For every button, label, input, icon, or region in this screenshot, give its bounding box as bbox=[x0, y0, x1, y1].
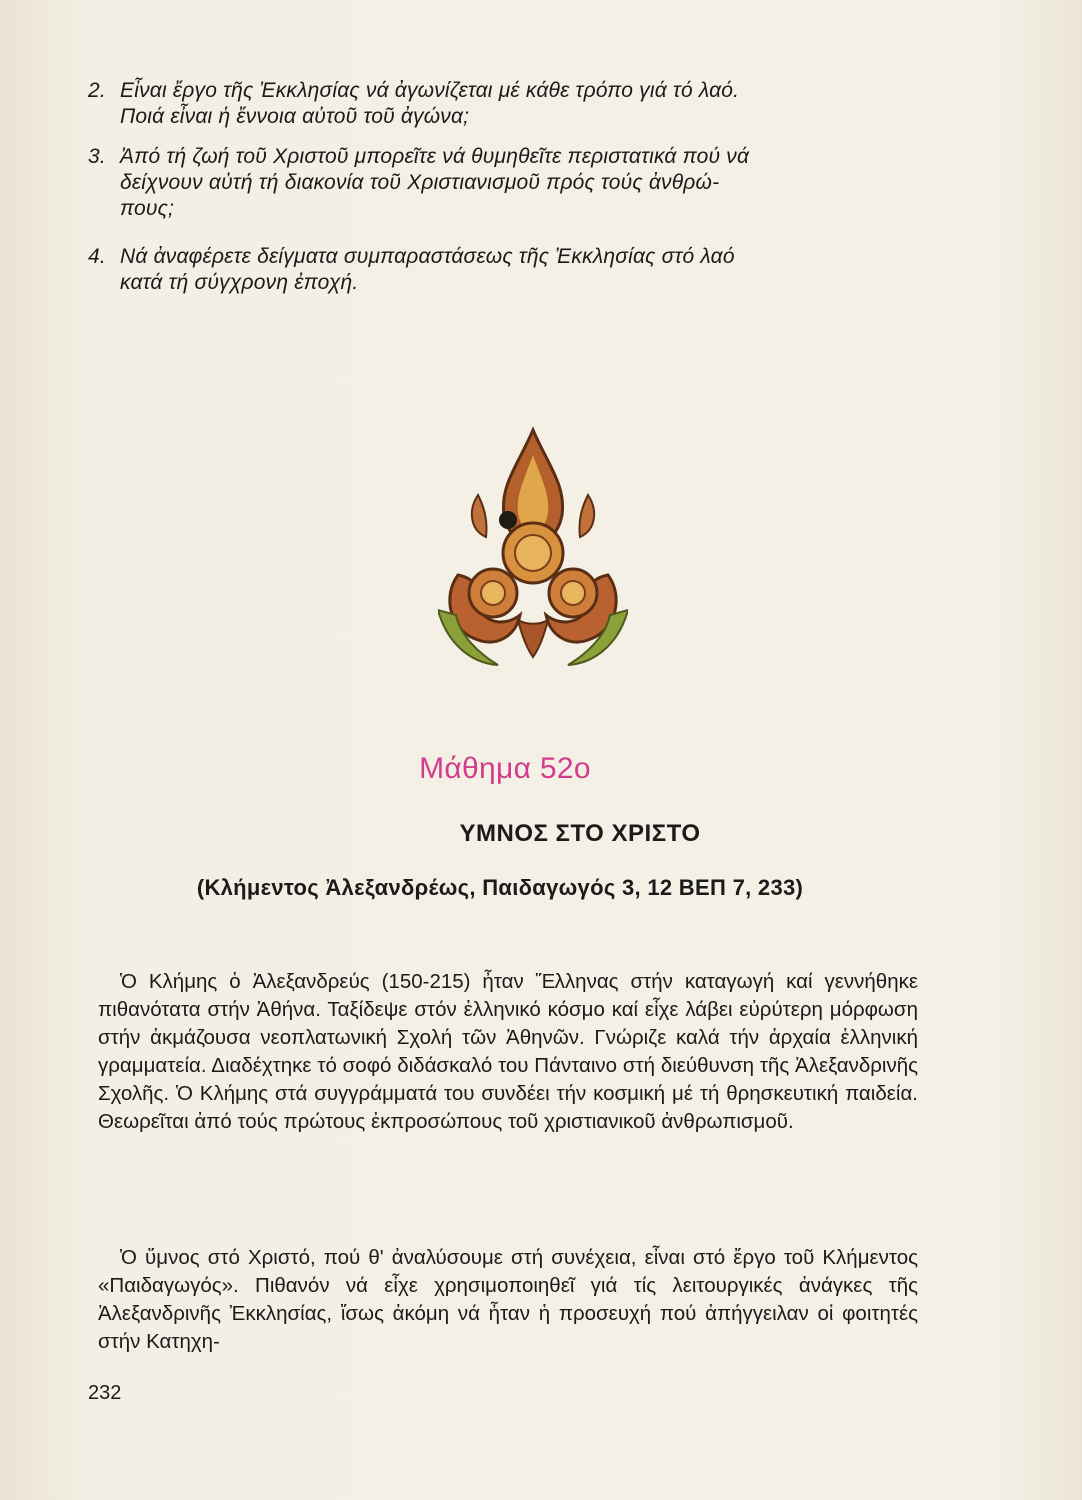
question-line: πους; bbox=[120, 197, 175, 220]
question-3 bbox=[88, 144, 948, 222]
question-number: 4. bbox=[88, 245, 106, 268]
paragraph-clement: Ὁ Κλήμης ὁ Ἀλεξανδρεύς (150-215) ἦταν Ἕλληνας στήν καταγωγή καί γεννήθηκε πιθανότατα στήν Ἀθήνα. Ταξίδεψε στόν ἑλληνικό κόσμο καί εἶχε λάβει εὐρύτερη μόρφωση στήν ἀκμάζουσα νεοπλατωνική Σχολή τῶν Ἀθηνῶν. Γνώριζε καλά τήν ἀρχαία ἑλληνική γραμματεία. Διαδέχτηκε τό σοφό διδάσκαλό του Πάνταινο στή διεύθυνση τῆς Ἀλεξανδρινῆς Σχολῆς. Ὁ Κλήμης στά συγγράμματά του συνδέει τήν κοσμική μέ τή θρησκευτική παιδεία. Θεωρεῖται ἀπό τούς πρώτους ἐκπροσώπους τοῦ χριστιανικοῦ ἀνθρωπισμοῦ. bbox=[98, 970, 918, 1133]
floral-ornament-icon bbox=[438, 425, 628, 675]
question-line: Ποιά εἶναι ἡ ἔννοια αὐτοῦ τοῦ ἀγώνα; bbox=[120, 105, 470, 128]
page-number: 232 bbox=[88, 1382, 122, 1404]
lesson-number: Μάθημα 52ο bbox=[419, 752, 591, 785]
question-number: 2. bbox=[88, 79, 106, 102]
hymn-title: ΥΜΝΟΣ ΣΤΟ ΧΡΙΣΤΟ bbox=[459, 820, 701, 847]
question-4 bbox=[88, 244, 948, 296]
source-citation: (Κλήμεντος Ἀλεξανδρέως, Παιδαγωγός 3, 12 ΒΕΠ 7, 233) bbox=[196, 875, 804, 900]
question-number: 3. bbox=[88, 145, 106, 168]
paragraph-hymn: Ὁ ὕμνος στό Χριστό, πού θ' ἀναλύσουμε στή συνέχεια, εἶναι στό ἔργο τοῦ Κλήμεντος «Παιδαγωγός». Πιθανόν νά εἶχε χρησιμοποιηθεῖ γιά τίς λειτουργικές ἀνάγκες τῆς Ἀλεξανδρινῆς Ἐκκλησίας, ἴσως ἀκόμη νά ἦταν ἡ προσευχή πού ἀπήγγειλαν οἱ φοιτητές στήν Κατηχη- bbox=[98, 1246, 918, 1353]
question-line: Νά ἀναφέρετε δείγματα συμπαραστάσεως τῆς Ἐκκλησίας στό λαό bbox=[120, 245, 735, 268]
question-line: δείχνουν αὐτή τή διακονία τοῦ Χριστιανισμοῦ πρός τούς ἀνθρώ- bbox=[120, 171, 720, 194]
question-line: Εἶναι ἔργο τῆς Ἐκκλησίας νά ἀγωνίζεται μέ κάθε τρόπο γιά τό λαό. bbox=[120, 79, 740, 102]
question-line: Ἀπό τή ζωή τοῦ Χριστοῦ μπορεῖτε νά θυμηθεῖτε περιστατικά πού νά bbox=[120, 145, 750, 168]
question-2 bbox=[88, 78, 948, 130]
question-line: κατά τή σύγχρονη ἐποχή. bbox=[120, 271, 359, 294]
